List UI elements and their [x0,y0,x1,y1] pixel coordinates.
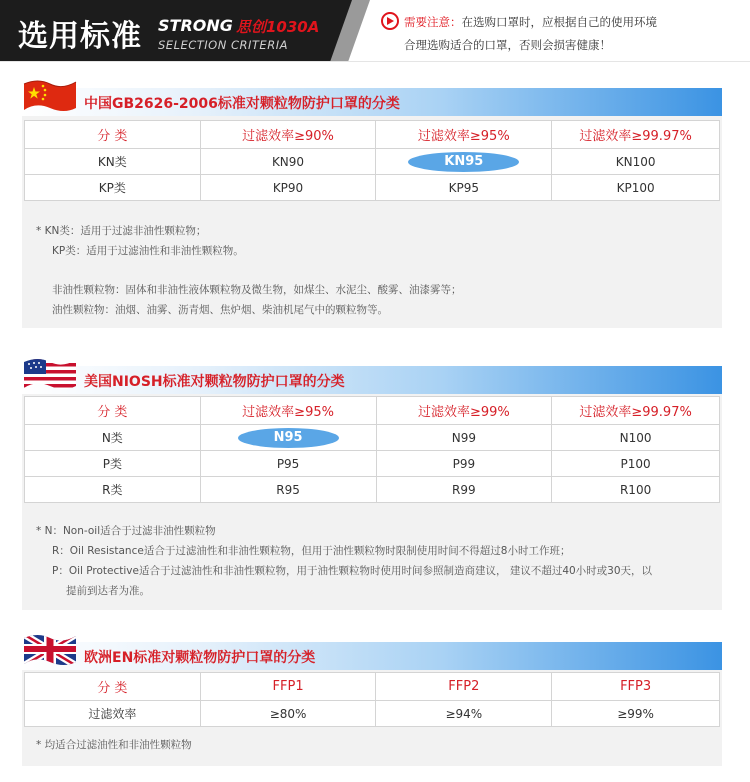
table-cell: KP类 [25,175,201,201]
china-title-band [22,88,722,116]
china-table [24,120,720,201]
table-cell: P类 [25,451,201,477]
usa-section-title: 美国NIOSH标准对颗粒物防护口罩的分类 [84,374,345,390]
page-title: 选用标准 [18,19,142,54]
usa-standard-panel [22,366,722,610]
uk-flag-icon [20,630,80,668]
europe-table [24,672,720,727]
table-cell: ≥99% [552,701,720,727]
table-row [25,149,720,175]
table-cell: KP95 [376,175,552,201]
notice-line-1 [404,14,657,30]
usa-table [24,396,720,503]
china-note-1: * KN类：适用于过滤非油性颗粒物； [36,225,207,237]
table-row [25,477,720,503]
table-cell-highlight [376,149,552,175]
header-cell: 分 类 [25,397,201,425]
notice-text-1: 在选购口罩时，应根据自己的使用环境 [461,15,657,29]
table-header-row [25,397,720,425]
china-flag-icon [20,76,80,114]
usa-note-p: P：Oil Protective适合于过滤油性和非油性颗粒物，用于油性颗粒物时使用时间参照制造商建议， 建议不超过40小时或30天，以 [52,565,653,577]
table-cell: N类 [25,425,201,451]
usa-note-n: * N：Non-oil适合于过滤非油性颗粒物 [36,525,216,537]
table-cell: KN类 [25,149,201,175]
header-cell: 过滤效率≥95% [200,397,376,425]
table-header-row [25,121,720,149]
header-strong-text: STRONG [158,16,233,35]
header-divider [0,61,750,62]
n95-highlight-pill: N95 [238,428,339,448]
header-brand: 思创1030A [236,18,320,36]
china-note-2: KP类：适用于过滤油性和非油性颗粒物。 [52,245,244,257]
usa-flag-icon [20,354,80,392]
table-cell: P100 [552,451,720,477]
table-cell: KN90 [200,149,376,175]
header-cell: 分 类 [25,673,201,701]
header-cell: 过滤效率≥99.97% [552,121,720,149]
table-cell: KP100 [552,175,720,201]
arrow-right-icon [381,12,399,30]
page-header [0,0,750,62]
table-cell: P99 [376,451,552,477]
table-cell: KP90 [200,175,376,201]
table-cell: P95 [200,451,376,477]
header-cell: 过滤效率≥99% [376,397,552,425]
usa-note-r: R：Oil Resistance适合于过滤油性和非油性颗粒物，但用于油性颗粒物时限制使用时间不得超过8小时工作班； [52,545,571,557]
table-header-row [25,673,720,701]
usa-note-p-cont: 提前到达者为准。 [66,585,150,597]
header-cell: FFP1 [200,673,376,701]
header-cell: 过滤效率≥99.97% [552,397,720,425]
europe-standard-panel [22,642,722,766]
table-row [25,701,720,727]
table-row [25,175,720,201]
table-cell: 过滤效率 [25,701,201,727]
notice-line-2: 合理选购适合的口罩，否则会损害健康！ [404,38,611,52]
table-cell: ≥94% [376,701,552,727]
header-cell: FFP3 [552,673,720,701]
kn95-highlight-pill: KN95 [408,152,519,172]
notice-label: 需要注意： [404,15,462,29]
table-cell: KN100 [552,149,720,175]
header-cell: 分 类 [25,121,201,149]
table-row [25,451,720,477]
table-cell: N100 [552,425,720,451]
table-cell: R100 [552,477,720,503]
header-cell: FFP2 [376,673,552,701]
china-section-title: 中国GB2626-2006标准对颗粒物防护口罩的分类 [84,96,400,112]
table-cell: R95 [200,477,376,503]
table-cell: ≥80% [200,701,376,727]
header-cell: 过滤效率≥90% [200,121,376,149]
usa-title-band [22,366,722,394]
europe-title-band [22,642,722,670]
china-note-3: 非油性颗粒物：固体和非油性液体颗粒物及微生物，如煤尘、水泥尘、酸雾、油漆雾等； [52,284,462,296]
table-cell: R类 [25,477,201,503]
header-subtitle: SELECTION CRITERIA [158,38,288,52]
table-cell: N99 [376,425,552,451]
china-standard-panel [22,88,722,328]
table-cell-highlight [200,425,376,451]
europe-section-title: 欧洲EN标准对颗粒物防护口罩的分类 [84,650,316,666]
europe-note: * 均适合过滤油性和非油性颗粒物 [36,739,192,751]
table-cell: R99 [376,477,552,503]
china-note-4: 油性颗粒物：油烟、油雾、沥青烟、焦炉烟、柴油机尾气中的颗粒物等。 [52,304,388,316]
table-row [25,425,720,451]
header-cell: 过滤效率≥95% [376,121,552,149]
